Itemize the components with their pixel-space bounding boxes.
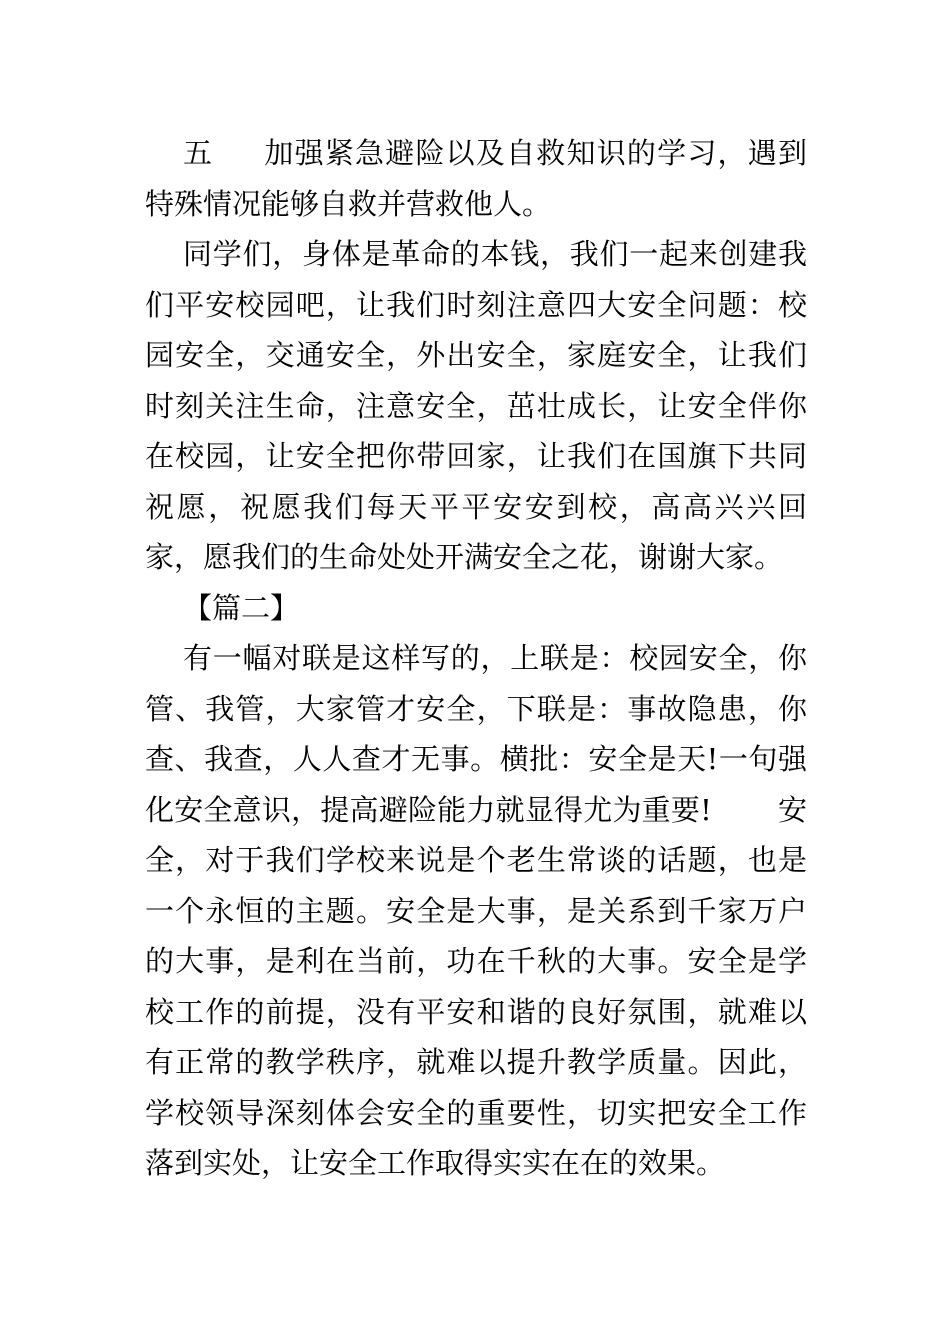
list-item-5 (145, 128, 807, 229)
section-heading: 【篇二】 (183, 590, 300, 625)
safety-text: 安全，对于我们学校来说是个老生常谈的话题，也是一个永恒的主题。安全是大事，是关系到千家万户的大事，是利在当前，功在千秋的大事。安全是学校工作的前提，没有平安和谐的良好氛围，就难以有正常的教学秩序，就难以提升教学质量。因此，学校领导深刻体会安全的重要性，切实把安全工作落到实处，让安全工作取得实实在在的效果。 (145, 792, 807, 1180)
item-number: 五 (183, 136, 214, 170)
closing-paragraph: 同学们，身体是革命的本钱，我们一起来创建我们平安校园吧，让我们时刻注意四大安全问题：校园安全，交通安全，外出安全，家庭安全，让我们时刻关注生命，注意安全，茁壮成长，让安全伴你在校园，让安全把你带回家，让我们在国旗下共同祝愿，祝愿我们每天平平安安到校，高高兴兴回家，愿我们的生命处处开满安全之花，谢谢大家。 (145, 237, 807, 574)
item-text: 加强紧急避险以及自救知识的学习，遇到特殊情况能够自救并营救他人。 (145, 136, 807, 221)
couplet-paragraph (145, 633, 807, 1189)
couplet-text: 有一幅对联是这样写的，上联是：校园安全，你管、我管，大家管才安全，下联是：事故隐患，你查、我查，人人查才无事。横批：安全是天!一句强化安全意识，提高避险能力就显得尤为重要! (145, 641, 807, 827)
document-body (145, 128, 807, 1189)
